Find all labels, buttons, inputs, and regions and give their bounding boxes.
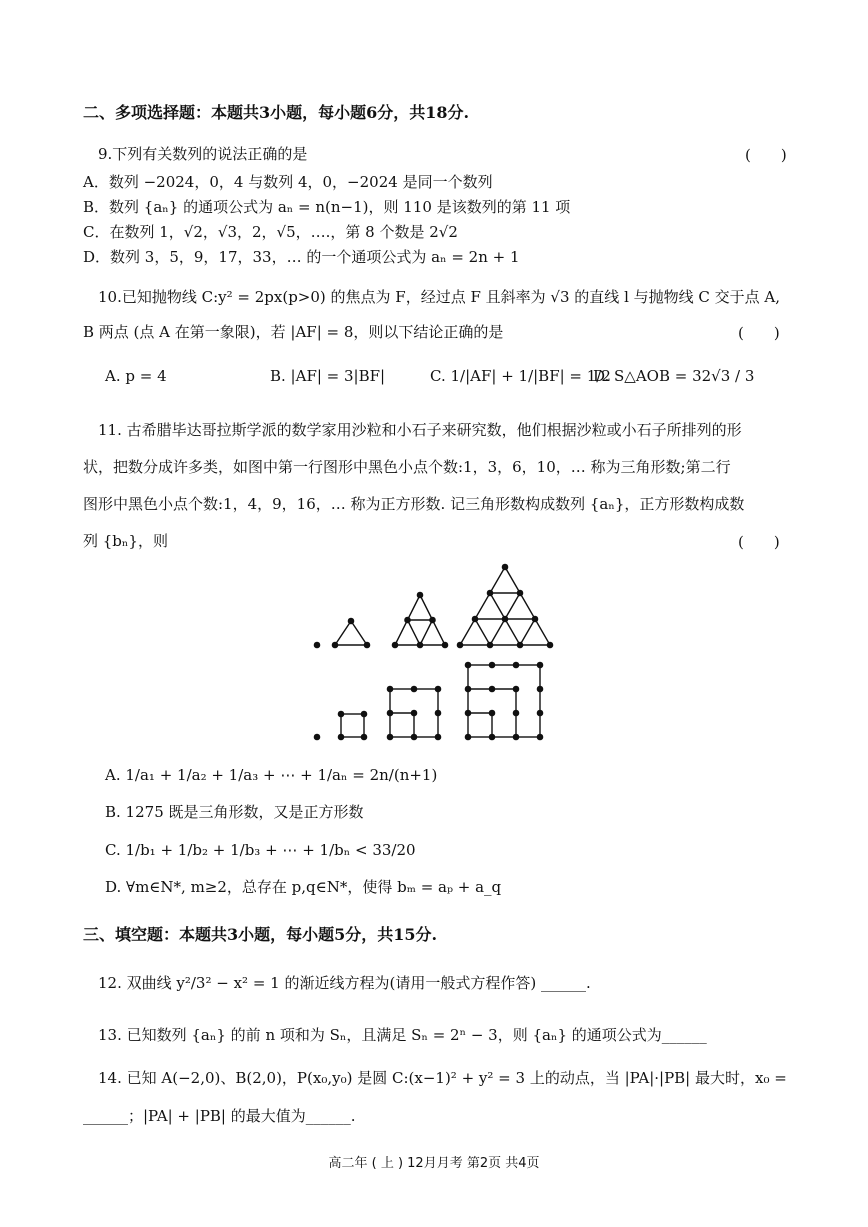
q10-answer-paren: ( ) — [738, 324, 780, 342]
q11-option-d: D. ∀m∈N*, m≥2，总存在 p,q∈N*，使得 bₘ = aₚ + a_q — [105, 878, 502, 896]
q10-option-c: C. 1/|AF| + 1/|BF| = 1/2 — [430, 367, 611, 385]
q11-answer-paren: ( ) — [738, 533, 780, 551]
q10-option-d: D. S△AOB = 32√3 / 3 — [593, 367, 755, 385]
q9-answer-paren: ( ) — [745, 146, 787, 164]
q9-option-c: C．在数列 1，√2，√3，2，√5，….，第 8 个数是 2√2 — [83, 223, 458, 241]
q11-option-b: B. 1275 既是三角形数，又是正方形数 — [105, 803, 364, 821]
page-footer: 高二年 ( 上 ) 12月月考 第2页 共4页 — [328, 1156, 540, 1171]
q14-line1: 14. 已知 A(−2,0)、B(2,0)，P(x₀,y₀) 是圆 C:(x−1)² + y² = 3 上的动点，当 |PA|·|PB| 最大时，x₀ = — [98, 1069, 787, 1087]
triangular-numbers-row — [314, 564, 552, 647]
q14-line2: ______；|PA| + |PB| 的最大值为______. — [83, 1107, 356, 1125]
q9-option-b: B．数列 {aₙ} 的通项公式为 aₙ = n(n−1)，则 110 是该数列的第 11 项 — [83, 198, 571, 216]
section3-title: 三、填空题：本题共3小题，每小题5分，共15分. — [83, 925, 438, 944]
q11-line3: 图形中黑色小点个数:1，4，9，16，… 称为正方形数. 记三角形数构成数列 {aₙ}，正方形数构成数 — [83, 495, 745, 513]
q11-line4: 列 {bₙ}，则 — [83, 532, 168, 550]
q9-option-a: A．数列 −2024，0，4 与数列 4，0，−2024 是同一个数列 — [83, 173, 493, 191]
q10-option-b: B. |AF| = 3|BF| — [270, 367, 386, 385]
q9-option-d: D．数列 3，5，9，17，33，… 的一个通项公式为 aₙ = 2n + 1 — [83, 248, 520, 266]
q10-stem-line2: B 两点 (点 A 在第一象限)，若 |AF| = 8，则以下结论正确的是 — [83, 323, 504, 341]
figurate-numbers-figure — [300, 555, 560, 745]
q11-option-c: C. 1/b₁ + 1/b₂ + 1/b₃ + ⋯ + 1/bₙ < 33/20 — [105, 841, 416, 859]
square-numbers-row — [314, 662, 542, 739]
section2-title: 二、多项选择题：本题共3小题，每小题6分，共18分. — [83, 103, 470, 122]
q13-text: 13. 已知数列 {aₙ} 的前 n 项和为 Sₙ，且满足 Sₙ = 2ⁿ − 3，则 {aₙ} 的通项公式为______ — [98, 1026, 707, 1044]
q11-line1: 11. 古希腊毕达哥拉斯学派的数学家用沙粒和小石子来研究数，他们根据沙粒或小石子所排列的形 — [98, 421, 742, 439]
q10-option-a: A. p = 4 — [105, 367, 167, 385]
q11-line2: 状，把数分成许多类，如图中第一行图形中黑色小点个数:1，3，6，10，… 称为三角形数;第二行 — [83, 458, 731, 476]
q11-option-a: A. 1/a₁ + 1/a₂ + 1/a₃ + ⋯ + 1/aₙ = 2n/(n+1) — [105, 766, 438, 784]
q12-text: 12. 双曲线 y²/3² − x² = 1 的渐近线方程为(请用一般式方程作答) ______. — [98, 974, 591, 992]
q9-stem: 9.下列有关数列的说法正确的是 — [98, 145, 308, 163]
q10-stem-line1: 10.已知抛物线 C:y² = 2px(p>0) 的焦点为 F，经过点 F 且斜率为 √3 的直线 l 与抛物线 C 交于点 A, — [98, 288, 781, 306]
